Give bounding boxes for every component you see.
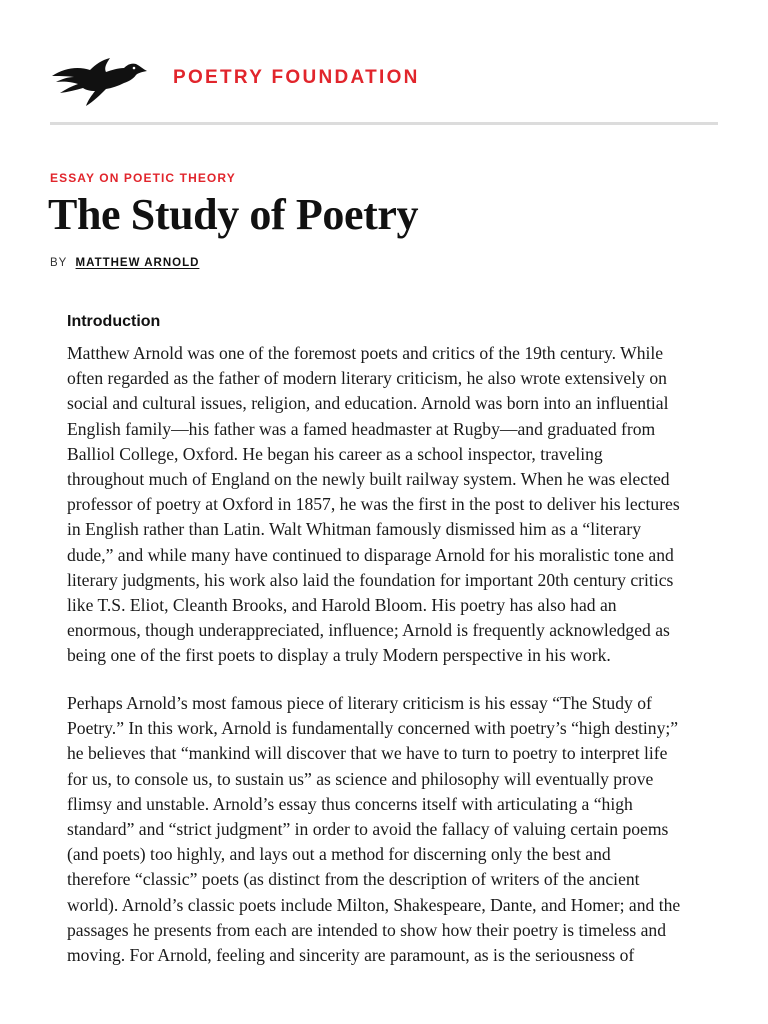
byline <box>50 257 199 269</box>
paragraph-line: standard” and “strict judgment” in order to avoid the fallacy of valuing certain poems <box>67 819 669 840</box>
paragraph-line: often regarded as the father of modern literary criticism, he also wrote extensively on <box>67 368 667 389</box>
paragraph-line: passages he presents from each are intended to show how their poetry is timeless and <box>67 919 666 940</box>
paragraph-line: Balliol College, Oxford. He began his career as a school inspector, traveling <box>67 443 603 464</box>
article-paragraph-1 <box>67 341 717 669</box>
paragraph-line: he believes that “mankind will discover that we have to turn to poetry to interpret life <box>67 743 668 764</box>
section-heading: Introduction <box>67 313 161 330</box>
paragraph-line: throughout much of England on the newly built railway system. When he was elected <box>67 469 670 490</box>
byline-label: BY <box>50 257 68 269</box>
paragraph-line: therefore “classic” poets (as distinct from the description of writers of the ancient <box>67 869 640 890</box>
paragraph-line: for us, to console us, to sustain us” as science and philosophy will eventually prove <box>67 768 654 789</box>
site-header <box>50 46 718 116</box>
paragraph-line: social and cultural issues, religion, and education. Arnold was born into an influential <box>67 393 669 414</box>
poetry-foundation-logo-icon[interactable] <box>50 48 148 108</box>
paragraph-line: Perhaps Arnold’s most famous piece of literary criticism is his essay “The Study of <box>67 693 652 713</box>
paragraph-line: in English rather than Latin. Walt Whitman famously dismissed him as a “literary <box>67 519 642 540</box>
paragraph-line: professor of poetry at Oxford in 1857, he was the first in the post to deliver his lectures <box>67 494 680 515</box>
paragraph-line: English family—his father was a famed headmaster at Rugby—and graduated from <box>67 418 656 439</box>
paragraph-line: moving. For Arnold, feeling and sincerity are paramount, as is the seriousness of <box>67 945 635 966</box>
paragraph-line: Matthew Arnold was one of the foremost poets and critics of the 19th century. While <box>67 343 664 363</box>
paragraph-line: literary judgments, his work also laid the foundation for important 20th century critics <box>67 569 674 590</box>
paragraph-line: like T.S. Eliot, Cleanth Brooks, and Harold Bloom. His poetry has also had an <box>67 595 617 616</box>
article-category[interactable]: ESSAY ON POETIC THEORY <box>50 171 236 185</box>
brand-name[interactable]: POETRY FOUNDATION <box>173 67 420 88</box>
page-title: The Study of Poetry <box>48 190 419 239</box>
paragraph-line: dude,” and while many have continued to disparage Arnold for his moralistic tone and <box>67 544 674 565</box>
article-paragraph-2 <box>67 691 717 968</box>
paragraph-line: being one of the first poets to display a truly Modern perspective in his work. <box>67 645 611 666</box>
header-divider <box>50 122 718 125</box>
paragraph-line: flimsy and unstable. Arnold’s essay thus concerns itself with articulating a “high <box>67 793 633 814</box>
paragraph-line: (and poets) too highly, and lays out a method for discerning only the best and <box>67 844 611 865</box>
paragraph-line: Poetry.” In this work, Arnold is fundamentally concerned with poetry’s “high destiny;” <box>67 718 679 739</box>
author-link[interactable]: MATTHEW ARNOLD <box>75 257 200 269</box>
paragraph-line: world). Arnold’s classic poets include Milton, Shakespeare, Dante, and Homer; and the <box>67 894 681 915</box>
paragraph-line: enormous, though underappreciated, influence; Arnold is frequently acknowledged as <box>67 620 670 641</box>
